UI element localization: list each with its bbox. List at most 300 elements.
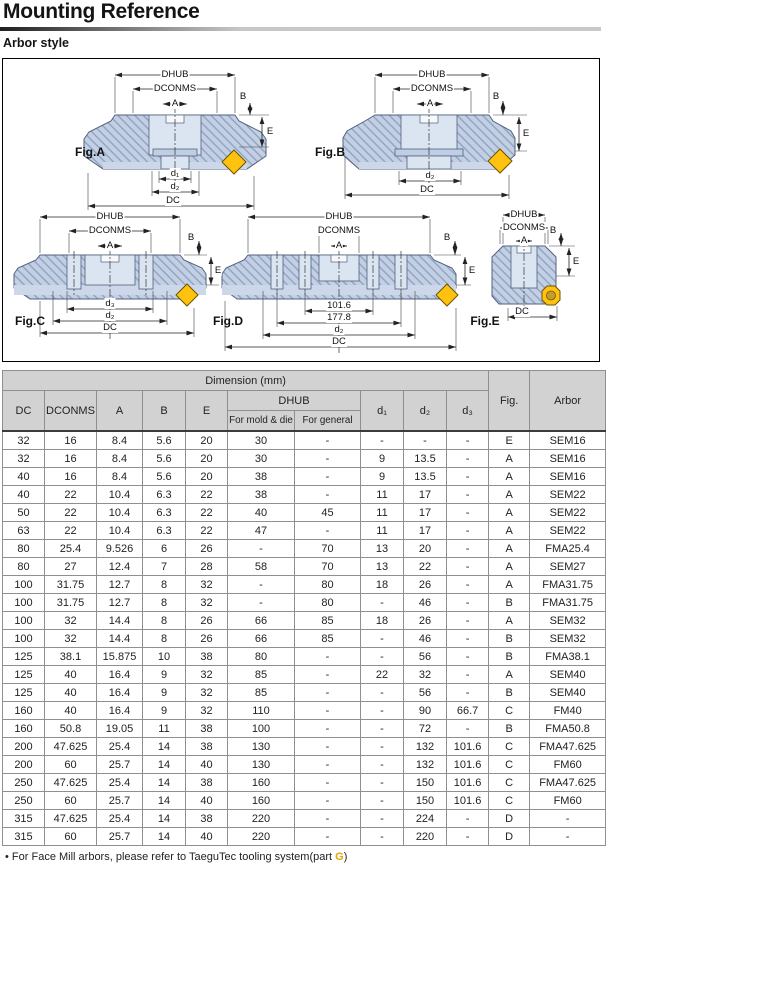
table-cell: FM40 bbox=[530, 702, 606, 720]
table-cell: A bbox=[489, 540, 530, 558]
fig-d-dim-101-6: 101.6 bbox=[327, 300, 351, 311]
table-cell: 160 bbox=[228, 774, 295, 792]
table-cell: 10.4 bbox=[97, 504, 143, 522]
table-cell: 66 bbox=[228, 612, 295, 630]
table-cell: 130 bbox=[228, 738, 295, 756]
fig-e-label: Fig.E bbox=[470, 314, 500, 328]
table-cell: 132 bbox=[404, 756, 447, 774]
table-row bbox=[3, 666, 606, 684]
table-cell: 38 bbox=[186, 738, 228, 756]
table-header-dhub: DHUB bbox=[228, 391, 361, 411]
table-cell: 20 bbox=[186, 468, 228, 486]
table-cell: 8 bbox=[143, 612, 186, 630]
table-cell: A bbox=[489, 666, 530, 684]
table-cell: 15.875 bbox=[97, 648, 143, 666]
table-cell: FM60 bbox=[530, 792, 606, 810]
table-cell: 26 bbox=[404, 576, 447, 594]
table-cell: 19.05 bbox=[97, 720, 143, 738]
table-cell: - bbox=[228, 576, 295, 594]
table-cell: 9.526 bbox=[97, 540, 143, 558]
table-cell: FMA47.625 bbox=[530, 774, 606, 792]
table-cell: 32 bbox=[186, 684, 228, 702]
table-cell: A bbox=[489, 504, 530, 522]
table-header-arbor: Arbor bbox=[530, 371, 606, 432]
table-body bbox=[3, 431, 606, 846]
fig-a-dim-dhub: DHUB bbox=[161, 69, 189, 80]
table-cell: FMA25.4 bbox=[530, 540, 606, 558]
table-cell: SEM40 bbox=[530, 684, 606, 702]
table-cell: A bbox=[489, 486, 530, 504]
table-cell: 46 bbox=[404, 630, 447, 648]
table-cell: 26 bbox=[186, 540, 228, 558]
table-cell: 6.3 bbox=[143, 504, 186, 522]
table-cell: 25.7 bbox=[97, 756, 143, 774]
section-subtitle: Arbor style bbox=[3, 36, 69, 50]
table-row bbox=[3, 431, 606, 450]
table-cell: 100 bbox=[3, 630, 45, 648]
table-cell: 16 bbox=[45, 431, 97, 450]
table-row bbox=[3, 774, 606, 792]
table-cell: - bbox=[447, 684, 489, 702]
table-cell: - bbox=[295, 738, 361, 756]
table-cell: 32 bbox=[186, 594, 228, 612]
table-cell: FMA50.8 bbox=[530, 720, 606, 738]
table-cell: B bbox=[489, 594, 530, 612]
table-cell: 8.4 bbox=[97, 450, 143, 468]
table-cell: FMA31.75 bbox=[530, 594, 606, 612]
table-cell: FMA38.1 bbox=[530, 648, 606, 666]
table-header-dhub-mold: For mold & die bbox=[228, 411, 295, 432]
table-cell: - bbox=[361, 828, 404, 846]
footnote-bullet: • bbox=[5, 851, 9, 863]
table-cell: - bbox=[530, 810, 606, 828]
table-cell: - bbox=[228, 594, 295, 612]
table-row bbox=[3, 612, 606, 630]
table-cell: A bbox=[489, 468, 530, 486]
table-cell: C bbox=[489, 756, 530, 774]
table-cell: 9 bbox=[361, 468, 404, 486]
table-cell: 38 bbox=[186, 774, 228, 792]
table-cell: 125 bbox=[3, 648, 45, 666]
table-cell: 31.75 bbox=[45, 576, 97, 594]
table-cell: SEM27 bbox=[530, 558, 606, 576]
table-cell: 160 bbox=[3, 720, 45, 738]
table-cell: 14 bbox=[143, 774, 186, 792]
table-cell: - bbox=[447, 810, 489, 828]
table-cell: 32 bbox=[3, 450, 45, 468]
table-cell: 32 bbox=[186, 576, 228, 594]
table-cell: 12.7 bbox=[97, 576, 143, 594]
table-cell: 25.4 bbox=[97, 774, 143, 792]
table-cell: 25.4 bbox=[97, 810, 143, 828]
fig-a-label: Fig.A bbox=[75, 145, 105, 159]
table-cell: - bbox=[361, 792, 404, 810]
table-cell: 60 bbox=[45, 828, 97, 846]
table-cell: 12.7 bbox=[97, 594, 143, 612]
table-cell: A bbox=[489, 522, 530, 540]
table-cell: - bbox=[361, 630, 404, 648]
table-cell: E bbox=[489, 431, 530, 450]
table-row bbox=[3, 468, 606, 486]
table-cell: A bbox=[489, 576, 530, 594]
table-cell: 8.4 bbox=[97, 468, 143, 486]
table-cell: 40 bbox=[186, 756, 228, 774]
table-cell: 80 bbox=[295, 576, 361, 594]
table-cell: 5.6 bbox=[143, 431, 186, 450]
table-cell: 40 bbox=[3, 486, 45, 504]
table-cell: 60 bbox=[45, 756, 97, 774]
table-row bbox=[3, 576, 606, 594]
table-cell: FMA47.625 bbox=[530, 738, 606, 756]
table-cell: 100 bbox=[3, 576, 45, 594]
table-cell: 8 bbox=[143, 576, 186, 594]
table-cell: 25.4 bbox=[45, 540, 97, 558]
fig-d-dim-dc: DC bbox=[332, 336, 346, 347]
table-cell: 70 bbox=[295, 558, 361, 576]
table-cell: 7 bbox=[143, 558, 186, 576]
fig-b-dim-e: E bbox=[522, 128, 530, 139]
table-cell: - bbox=[361, 684, 404, 702]
table-cell: 27 bbox=[45, 558, 97, 576]
fig-b-dim-dhub: DHUB bbox=[418, 69, 446, 80]
table-cell: 9 bbox=[143, 666, 186, 684]
table-row bbox=[3, 630, 606, 648]
table-cell: 70 bbox=[295, 540, 361, 558]
table-cell: C bbox=[489, 792, 530, 810]
table-cell: 30 bbox=[228, 450, 295, 468]
table-header-dc: DC bbox=[3, 391, 45, 432]
table-cell: 85 bbox=[228, 666, 295, 684]
table-cell: 38.1 bbox=[45, 648, 97, 666]
table-row bbox=[3, 504, 606, 522]
table-cell: - bbox=[447, 576, 489, 594]
table-cell: 22 bbox=[186, 486, 228, 504]
table-cell: 85 bbox=[295, 630, 361, 648]
table-header-e: E bbox=[186, 391, 228, 432]
table-cell: 47 bbox=[228, 522, 295, 540]
table-cell: 72 bbox=[404, 720, 447, 738]
table-cell: 60 bbox=[45, 792, 97, 810]
table-cell: - bbox=[447, 612, 489, 630]
fig-c-dim-dconms: DCONMS bbox=[88, 225, 132, 236]
table-cell: 8 bbox=[143, 594, 186, 612]
table-cell: 220 bbox=[228, 810, 295, 828]
fig-e-dim-dhub: DHUB bbox=[510, 209, 538, 220]
table-cell: 40 bbox=[228, 504, 295, 522]
table-cell: 47.625 bbox=[45, 810, 97, 828]
table-cell: C bbox=[489, 738, 530, 756]
table-cell: 22 bbox=[186, 522, 228, 540]
table-cell: 25.7 bbox=[97, 792, 143, 810]
table-header-d3: d₃ bbox=[447, 391, 489, 432]
table-cell: 110 bbox=[228, 702, 295, 720]
table-cell: 85 bbox=[228, 684, 295, 702]
table-cell: - bbox=[295, 792, 361, 810]
table-row bbox=[3, 486, 606, 504]
table-header-a: A bbox=[97, 391, 143, 432]
table-cell: - bbox=[295, 468, 361, 486]
fig-a-dim-dconms: DCONMS bbox=[153, 83, 197, 94]
table-cell: A bbox=[489, 450, 530, 468]
table-cell: SEM32 bbox=[530, 630, 606, 648]
table-cell: 220 bbox=[404, 828, 447, 846]
table-cell: 66.7 bbox=[447, 702, 489, 720]
table-cell: D bbox=[489, 828, 530, 846]
table-cell: 11 bbox=[361, 504, 404, 522]
fig-c-dim-b: B bbox=[187, 232, 195, 243]
fig-e-dim-a: A bbox=[520, 235, 528, 246]
table-cell: - bbox=[447, 450, 489, 468]
table-cell: 22 bbox=[45, 504, 97, 522]
table-cell: 28 bbox=[186, 558, 228, 576]
table-row bbox=[3, 702, 606, 720]
table-cell: 132 bbox=[404, 738, 447, 756]
table-cell: 100 bbox=[228, 720, 295, 738]
table-cell: 17 bbox=[404, 504, 447, 522]
table-cell: - bbox=[404, 431, 447, 450]
table-cell: 47.625 bbox=[45, 774, 97, 792]
table-cell: SEM16 bbox=[530, 450, 606, 468]
table-cell: 6.3 bbox=[143, 522, 186, 540]
table-cell: - bbox=[295, 828, 361, 846]
table-cell: 150 bbox=[404, 792, 447, 810]
footnote-text: For Face Mill arbors, please refer to TaeguTec tooling system(part bbox=[11, 851, 336, 863]
fig-d-drawing bbox=[222, 217, 471, 353]
fig-c-dim-dhub: DHUB bbox=[96, 211, 124, 222]
table-cell: 46 bbox=[404, 594, 447, 612]
table-header-dconms: DCONMS bbox=[45, 391, 97, 432]
table-cell: 13.5 bbox=[404, 468, 447, 486]
table-cell: - bbox=[530, 828, 606, 846]
table-cell: 40 bbox=[45, 666, 97, 684]
table-cell: 150 bbox=[404, 774, 447, 792]
table-cell: 5.6 bbox=[143, 468, 186, 486]
table-cell: - bbox=[295, 774, 361, 792]
table-cell: 31.75 bbox=[45, 594, 97, 612]
table-cell: - bbox=[295, 522, 361, 540]
dimension-table bbox=[2, 370, 606, 846]
table-cell: 38 bbox=[228, 486, 295, 504]
table-cell: - bbox=[361, 720, 404, 738]
table-cell: 11 bbox=[361, 522, 404, 540]
table-cell: 101.6 bbox=[447, 774, 489, 792]
fig-d-dim-d2: d₂ bbox=[334, 324, 344, 335]
table-cell: B bbox=[489, 630, 530, 648]
fig-c-dim-d2: d₂ bbox=[105, 310, 115, 321]
table-cell: 25.4 bbox=[97, 738, 143, 756]
table-cell: - bbox=[361, 738, 404, 756]
table-cell: - bbox=[447, 540, 489, 558]
fig-e-dim-dc: DC bbox=[515, 306, 529, 317]
table-cell: 200 bbox=[3, 756, 45, 774]
table-cell: SEM16 bbox=[530, 431, 606, 450]
table-cell: - bbox=[295, 702, 361, 720]
table-cell: 10 bbox=[143, 648, 186, 666]
table-cell: FM60 bbox=[530, 756, 606, 774]
table-cell: 13.5 bbox=[404, 450, 447, 468]
table-cell: 40 bbox=[3, 468, 45, 486]
arbor-diagram-box bbox=[2, 58, 600, 362]
footnote-suffix: ) bbox=[343, 851, 348, 863]
table-cell: 40 bbox=[186, 828, 228, 846]
table-cell: - bbox=[295, 648, 361, 666]
table-cell: SEM22 bbox=[530, 522, 606, 540]
fig-a-dim-dc: DC bbox=[166, 195, 180, 206]
fig-c-dim-a: A bbox=[106, 240, 114, 251]
table-cell: 9 bbox=[143, 702, 186, 720]
table-cell: 315 bbox=[3, 828, 45, 846]
fig-d-label: Fig.D bbox=[213, 314, 243, 328]
table-cell: 14 bbox=[143, 792, 186, 810]
table-cell: B bbox=[489, 684, 530, 702]
table-cell: 90 bbox=[404, 702, 447, 720]
table-cell: - bbox=[361, 756, 404, 774]
table-cell: - bbox=[447, 558, 489, 576]
table-cell: 38 bbox=[186, 720, 228, 738]
table-cell: SEM40 bbox=[530, 666, 606, 684]
table-header-b: B bbox=[143, 391, 186, 432]
fig-b-dim-d2: d₂ bbox=[425, 170, 435, 181]
table-cell: 8.4 bbox=[97, 431, 143, 450]
table-header-fig: Fig. bbox=[489, 371, 530, 432]
fig-b-dim-b: B bbox=[492, 91, 500, 102]
table-cell: 50 bbox=[3, 504, 45, 522]
table-cell: - bbox=[295, 450, 361, 468]
table-cell: 22 bbox=[45, 486, 97, 504]
table-cell: C bbox=[489, 774, 530, 792]
fig-b-label: Fig.B bbox=[315, 145, 345, 159]
table-cell: 6 bbox=[143, 540, 186, 558]
table-row bbox=[3, 684, 606, 702]
table-row bbox=[3, 810, 606, 828]
table-cell: 18 bbox=[361, 612, 404, 630]
fig-d-dim-dhub: DHUB bbox=[325, 211, 353, 222]
fig-c-dim-d3: d₃ bbox=[105, 298, 115, 309]
fig-c-dim-dc: DC bbox=[103, 322, 117, 333]
table-cell: 14.4 bbox=[97, 612, 143, 630]
table-cell: C bbox=[489, 702, 530, 720]
table-cell: 66 bbox=[228, 630, 295, 648]
table-header-d2: d₂ bbox=[404, 391, 447, 432]
footnote-highlight-g: G bbox=[335, 851, 344, 863]
fig-a-dim-d2: d₂ bbox=[170, 181, 180, 192]
table-cell: - bbox=[295, 684, 361, 702]
table-cell: - bbox=[447, 828, 489, 846]
fig-a-dim-e: E bbox=[266, 126, 274, 137]
table-cell: 50.8 bbox=[45, 720, 97, 738]
table-cell: 100 bbox=[3, 594, 45, 612]
table-cell: 85 bbox=[295, 612, 361, 630]
table-cell: - bbox=[447, 486, 489, 504]
table-cell: 200 bbox=[3, 738, 45, 756]
table-cell: 38 bbox=[186, 648, 228, 666]
table-cell: 9 bbox=[143, 684, 186, 702]
table-cell: 9 bbox=[361, 450, 404, 468]
table-cell: 56 bbox=[404, 648, 447, 666]
table-cell: A bbox=[489, 558, 530, 576]
table-cell: 125 bbox=[3, 684, 45, 702]
table-cell: SEM32 bbox=[530, 612, 606, 630]
table-cell: A bbox=[489, 612, 530, 630]
table-cell: D bbox=[489, 810, 530, 828]
table-cell: - bbox=[295, 810, 361, 828]
table-cell: 220 bbox=[228, 828, 295, 846]
table-header-d1: d₁ bbox=[361, 391, 404, 432]
table-cell: - bbox=[295, 486, 361, 504]
table-cell: SEM16 bbox=[530, 468, 606, 486]
table-cell: 20 bbox=[186, 450, 228, 468]
table-cell: SEM22 bbox=[530, 504, 606, 522]
fig-b-dim-a: A bbox=[426, 98, 434, 109]
table-cell: - bbox=[361, 648, 404, 666]
table-cell: 101.6 bbox=[447, 756, 489, 774]
table-row bbox=[3, 720, 606, 738]
table-cell: 56 bbox=[404, 684, 447, 702]
table-row bbox=[3, 648, 606, 666]
table-cell: - bbox=[361, 774, 404, 792]
table-cell: 11 bbox=[361, 486, 404, 504]
table-cell: 6.3 bbox=[143, 486, 186, 504]
table-cell: 80 bbox=[228, 648, 295, 666]
fig-d-dim-177-8: 177.8 bbox=[327, 312, 351, 323]
table-row bbox=[3, 828, 606, 846]
table-cell: 16.4 bbox=[97, 684, 143, 702]
table-cell: 13 bbox=[361, 558, 404, 576]
table-row bbox=[3, 594, 606, 612]
table-cell: 16 bbox=[45, 468, 97, 486]
table-cell: 32 bbox=[404, 666, 447, 684]
table-cell: 100 bbox=[3, 612, 45, 630]
table-cell: 45 bbox=[295, 504, 361, 522]
fig-b-dim-dconms: DCONMS bbox=[410, 83, 454, 94]
table-cell: 14.4 bbox=[97, 630, 143, 648]
table-cell: 160 bbox=[3, 702, 45, 720]
table-cell: 32 bbox=[3, 431, 45, 450]
table-row bbox=[3, 792, 606, 810]
table-cell: 101.6 bbox=[447, 792, 489, 810]
table-cell: 26 bbox=[404, 612, 447, 630]
table-row bbox=[3, 756, 606, 774]
table-cell: 224 bbox=[404, 810, 447, 828]
table-cell: 40 bbox=[45, 684, 97, 702]
table-row bbox=[3, 540, 606, 558]
table-cell: - bbox=[447, 504, 489, 522]
table-row bbox=[3, 450, 606, 468]
table-cell: - bbox=[361, 810, 404, 828]
table-cell: 12.4 bbox=[97, 558, 143, 576]
table-cell: 14 bbox=[143, 810, 186, 828]
table-cell: 250 bbox=[3, 792, 45, 810]
table-cell: 17 bbox=[404, 522, 447, 540]
table-cell: 10.4 bbox=[97, 522, 143, 540]
table-cell: 160 bbox=[228, 792, 295, 810]
table-cell: 22 bbox=[404, 558, 447, 576]
table-cell: 14 bbox=[143, 738, 186, 756]
table-cell: - bbox=[447, 630, 489, 648]
fig-d-dim-a: A bbox=[335, 240, 343, 251]
table-cell: 63 bbox=[3, 522, 45, 540]
table-cell: 25.7 bbox=[97, 828, 143, 846]
table-cell: 17 bbox=[404, 486, 447, 504]
table-cell: 22 bbox=[186, 504, 228, 522]
table-cell: 80 bbox=[295, 594, 361, 612]
table-cell: - bbox=[447, 522, 489, 540]
fig-e-dim-b: B bbox=[549, 225, 557, 236]
table-cell: 18 bbox=[361, 576, 404, 594]
fig-b-dim-dc: DC bbox=[420, 184, 434, 195]
table-cell: 16.4 bbox=[97, 702, 143, 720]
table-cell: - bbox=[228, 540, 295, 558]
